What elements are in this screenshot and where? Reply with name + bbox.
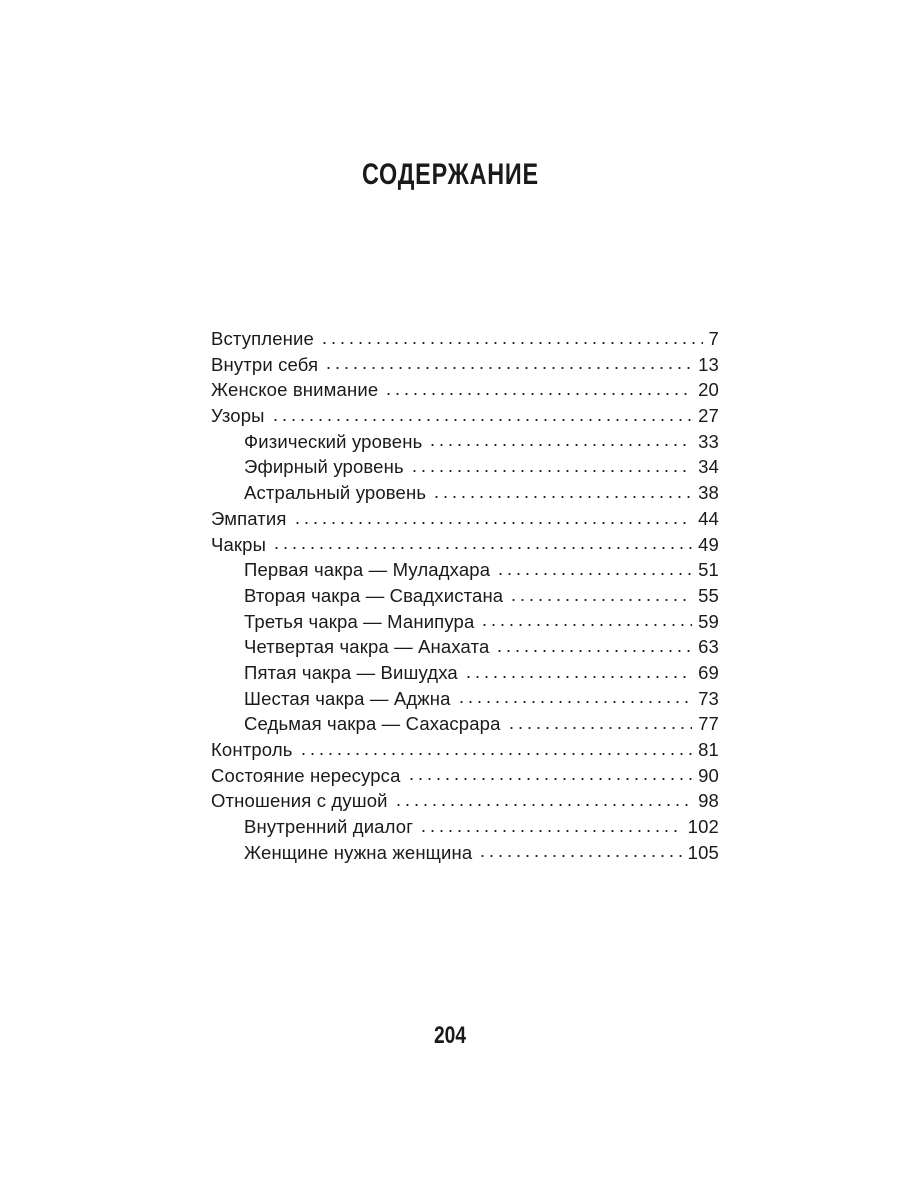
toc-heading	[0, 158, 900, 192]
dot-leader	[392, 802, 692, 808]
toc-entry[interactable]	[211, 686, 719, 712]
toc-entry-page: 73	[698, 687, 719, 709]
page-number	[0, 1022, 900, 1050]
dot-leader	[408, 468, 692, 474]
toc-entry[interactable]	[211, 377, 719, 403]
dot-leader	[455, 699, 693, 705]
page-number-text: 204	[433, 1022, 467, 1049]
dot-leader	[322, 365, 692, 371]
toc-entry-page: 44	[698, 507, 719, 529]
dot-leader	[318, 340, 703, 346]
toc-entry-page: 102	[687, 816, 719, 838]
toc-entry-page: 7	[708, 328, 719, 349]
toc-entry-title: Внутренний диалог	[244, 816, 414, 838]
toc-entry[interactable]	[211, 583, 719, 609]
toc-entry-title: Шестая чакра — Аджна	[244, 687, 451, 709]
toc-entry[interactable]	[211, 788, 719, 814]
dot-leader	[493, 648, 692, 654]
toc-entry-title: Эмпатия	[211, 507, 287, 529]
toc-entry-title: Четвертая чакра — Анахата	[244, 636, 490, 658]
toc-entry-title: Первая чакра — Муладхара	[244, 559, 491, 581]
toc-entry-page: 59	[698, 610, 719, 632]
dot-leader	[478, 622, 692, 628]
toc-entry-title: Отношения с душой	[211, 790, 388, 812]
toc-entry-title: Чакры	[211, 533, 267, 555]
toc-entry-page: 69	[698, 661, 719, 683]
toc-entry-title: Вторая чакра — Свадхистана	[244, 584, 504, 606]
toc-entry-title: Состояние нересурса	[211, 764, 401, 786]
toc-entry-title: Третья чакра — Манипура	[244, 610, 475, 632]
toc-entry-page: 51	[698, 559, 719, 581]
toc-entry[interactable]	[211, 737, 719, 763]
toc-entry-page: 63	[698, 636, 719, 658]
toc-entry-title: Контроль	[211, 739, 293, 760]
toc-entry-title: Вступление	[211, 328, 314, 349]
toc-entry[interactable]	[211, 814, 719, 840]
toc-entry-page: 90	[698, 764, 719, 786]
toc-entry-page: 55	[698, 584, 719, 606]
toc-entry[interactable]	[211, 634, 719, 660]
dot-leader	[494, 571, 692, 577]
toc-entry-title: Физический уровень	[244, 430, 423, 452]
dot-leader	[269, 417, 692, 423]
dot-leader	[291, 520, 693, 526]
toc-entry[interactable]	[211, 480, 719, 506]
toc-entry[interactable]	[211, 840, 719, 866]
toc-entry-page: 33	[698, 430, 719, 452]
toc-entry-page: 81	[698, 739, 719, 760]
toc-entry-title: Женское внимание	[211, 379, 379, 401]
dot-leader	[270, 545, 692, 551]
dot-leader	[426, 442, 692, 448]
toc-entry-page: 13	[698, 353, 719, 375]
toc-entry[interactable]	[211, 506, 719, 532]
toc-entry[interactable]	[211, 429, 719, 455]
toc-entry[interactable]	[211, 763, 719, 789]
dot-leader	[382, 391, 692, 397]
dot-leader	[405, 776, 693, 782]
toc-entry[interactable]	[211, 532, 719, 558]
toc-entry-page: 98	[698, 790, 719, 812]
table-of-contents	[211, 326, 719, 865]
toc-heading-text: СОДЕРЖАНИЕ	[361, 158, 539, 191]
toc-entry-page: 49	[698, 533, 719, 555]
dot-leader	[505, 725, 693, 731]
toc-entry-title: Эфирный уровень	[244, 456, 404, 478]
toc-entry-page: 34	[698, 456, 719, 478]
toc-entry-page: 77	[698, 713, 719, 735]
dot-leader	[462, 674, 692, 680]
toc-entry-title: Седьмая чакра — Сахасрара	[244, 713, 501, 735]
toc-entry[interactable]	[211, 403, 719, 429]
toc-entry[interactable]	[211, 352, 719, 378]
dot-leader	[430, 494, 692, 500]
toc-entry[interactable]	[211, 660, 719, 686]
toc-entry-title: Астральный уровень	[244, 482, 427, 504]
toc-entry[interactable]	[211, 454, 719, 480]
dot-leader	[476, 853, 681, 859]
toc-entry[interactable]	[211, 609, 719, 635]
toc-entry-page: 27	[698, 405, 719, 427]
toc-entry-page: 20	[698, 379, 719, 401]
toc-entry[interactable]	[211, 711, 719, 737]
dot-leader	[417, 828, 682, 834]
dot-leader	[297, 751, 693, 757]
dot-leader	[507, 597, 692, 603]
toc-entry-title: Пятая чакра — Вишудха	[244, 661, 458, 683]
toc-entry-page: 105	[687, 841, 719, 863]
toc-entry[interactable]	[211, 326, 719, 352]
toc-entry-title: Внутри себя	[211, 353, 319, 375]
toc-entry-page: 38	[698, 482, 719, 504]
toc-entry-title: Женщине нужна женщина	[244, 841, 473, 863]
toc-entry-title: Узоры	[211, 405, 265, 427]
toc-entry[interactable]	[211, 557, 719, 583]
